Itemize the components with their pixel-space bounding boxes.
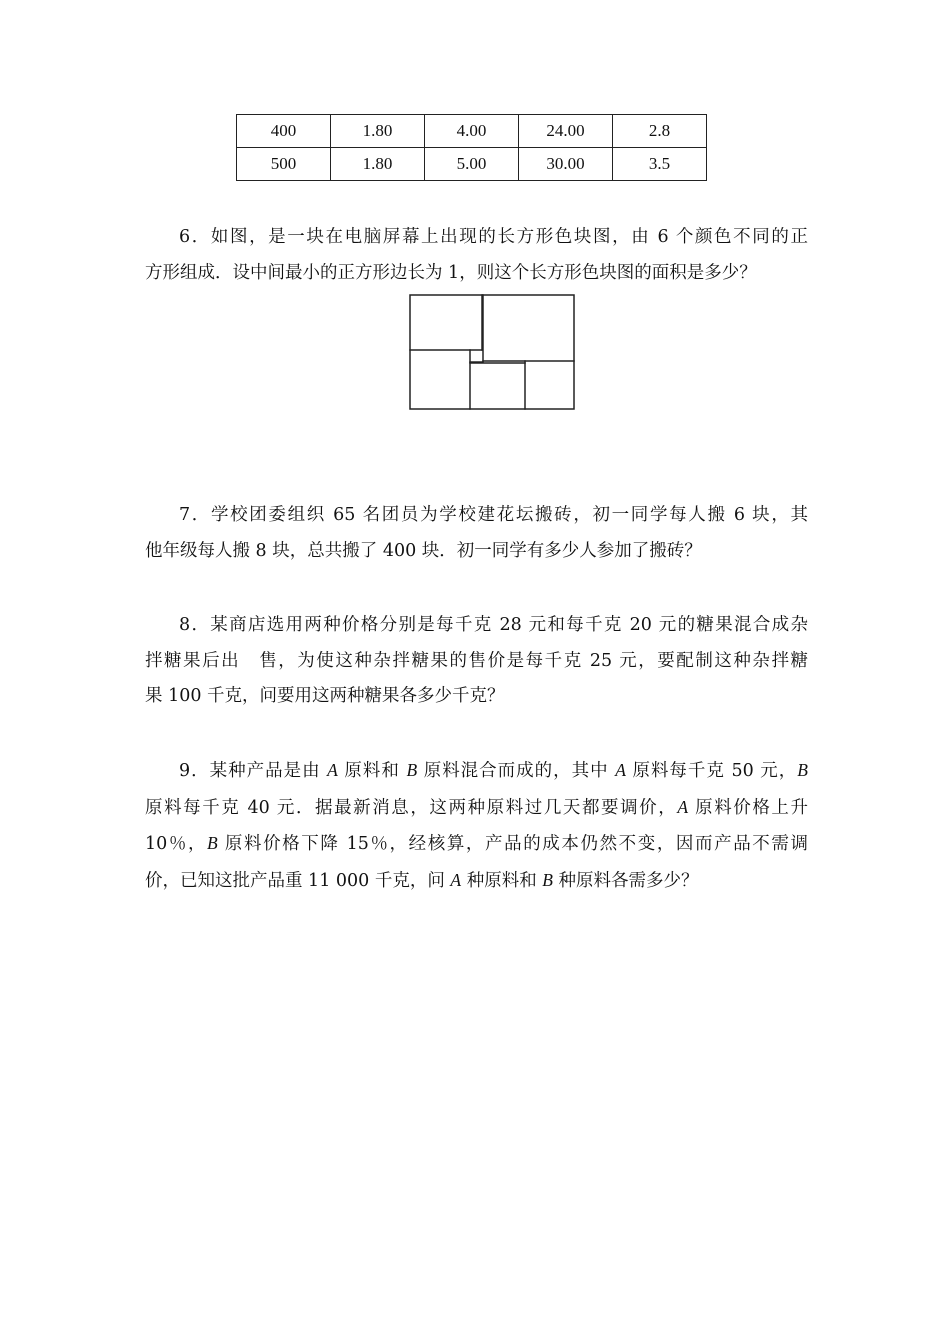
question-8-line-1: 8．某商店选用两种价格分别是每千克 28 元和每千克 20 元的糖果混合成杂	[179, 615, 808, 635]
text-segment: 9．某种产品是由	[179, 761, 328, 781]
table-cell: 5.00	[425, 148, 519, 181]
text-segment: 原料混合而成的，其中	[417, 761, 616, 781]
table-cell: 1.80	[331, 148, 425, 181]
question-6-line-1: 6．如图，是一块在电脑屏幕上出现的长方形色块图，由 6 个颜色不同的正	[179, 227, 808, 247]
variable-b: B	[207, 833, 218, 853]
table-cell: 500	[237, 148, 331, 181]
question-7	[145, 498, 808, 569]
question-8-line-2: 拌糖果后出 售，为使这种杂拌糖果的售价是每千克 25 元，要配制这种杂拌糖	[145, 650, 808, 671]
variable-a: A	[327, 760, 338, 780]
question-7-line-1: 7．学校团委组织 65 名团员为学校建花坛搬砖，初一同学每人搬 6 块，其	[179, 505, 808, 525]
table-cell: 400	[237, 115, 331, 148]
variable-a: A	[677, 796, 689, 817]
question-9-line-2	[145, 790, 808, 827]
variable-b: B	[542, 869, 553, 890]
table-cell: 2.8	[613, 115, 707, 148]
question-9-line-3	[145, 826, 808, 863]
table-row	[237, 148, 707, 181]
question-8	[145, 608, 808, 715]
question-8-line-3: 果 100 千克，问要用这两种糖果各多少千克？	[145, 686, 505, 706]
table-row	[237, 115, 707, 148]
text-segment: 原料价格下降 15％，经核算，产品的成本仍然不变，因而产品不需调	[217, 834, 808, 854]
table-cell: 4.00	[425, 115, 519, 148]
question-7-line-2: 他年级每人搬 8 块，总共搬了 400 块．初一同学有多少人参加了搬砖？	[145, 540, 702, 561]
text-segment: 原料价格上升	[688, 797, 808, 818]
data-table	[236, 114, 707, 181]
table-cell: 1.80	[331, 115, 425, 148]
question-9-line-4	[145, 863, 808, 900]
text-segment: 原料每千克 40 元．据最新消息，这两种原料过几天都要调价，	[145, 797, 678, 818]
text-segment: 原料和	[337, 761, 407, 781]
question-9-line-1	[145, 753, 808, 790]
question-9	[145, 753, 808, 899]
question-6	[145, 220, 808, 291]
text-segment: 种原料和	[461, 870, 543, 891]
text-segment: 10％，	[145, 834, 208, 854]
table-cell: 30.00	[519, 148, 613, 181]
text-segment: 原料每千克 50 元，	[625, 761, 798, 781]
text-segment: 价，已知这批产品重 11 000 千克，问	[145, 870, 451, 891]
variable-b: B	[406, 760, 418, 780]
variable-b: B	[797, 760, 808, 780]
rectangle-squares-figure	[407, 292, 579, 414]
outer-rectangle	[410, 295, 574, 409]
text-segment: 种原料各需多少？	[552, 870, 699, 891]
question-6-line-2: 方形组成．设中间最小的正方形边长为 1，则这个长方形色块图的面积是多少？	[145, 262, 757, 283]
table-cell: 24.00	[519, 115, 613, 148]
variable-a: A	[615, 760, 626, 780]
variable-a: A	[450, 869, 462, 890]
table-cell: 3.5	[613, 148, 707, 181]
